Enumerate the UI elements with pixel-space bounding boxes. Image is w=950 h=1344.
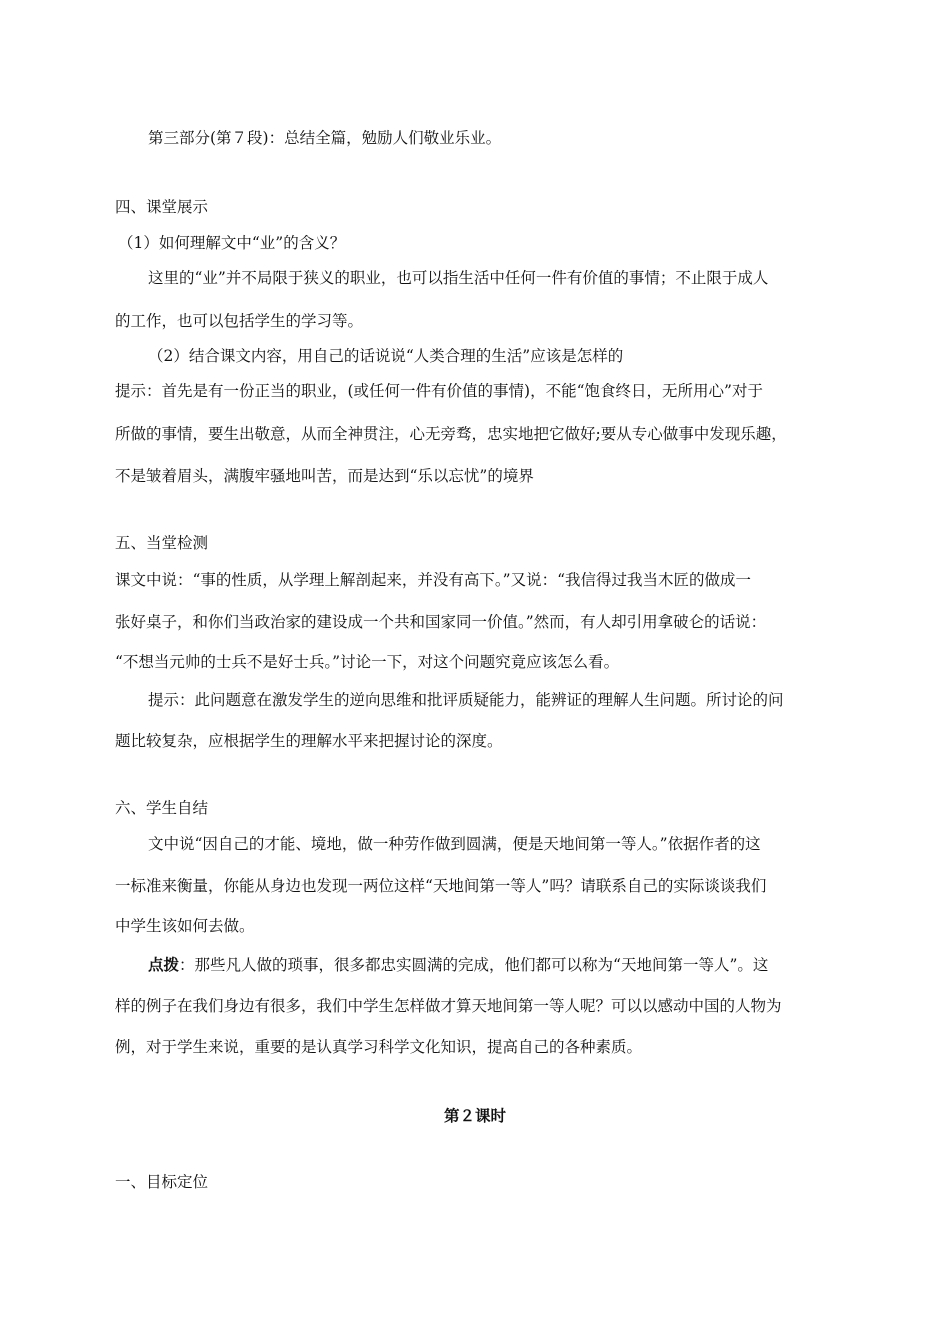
section-5-line-1: 课文中说：“事的性质，从学理上解剖起来，并没有高下。”又说：“我信得过我当木匠的做成一 xyxy=(115,571,752,589)
answer-1-line-2: 的工作，也可以包括学生的学习等。 xyxy=(115,312,364,330)
heading-5: 五、当堂检测 xyxy=(115,534,209,552)
section-6-line-3: 中学生该如何去做。 xyxy=(115,917,255,935)
answer-1-line-1: 这里的“业”并不局限于狭义的职业，也可以指生活中任何一件有价值的事情；不止限于成人 xyxy=(148,269,769,287)
section-6-line-4 xyxy=(148,955,768,975)
section-6-line-2: 一标准来衡量，你能从身边也发现一两位这样“天地间第一等人”吗？请联系自己的实际谈谈我们 xyxy=(115,877,767,895)
section-6-line-1: 文中说“因自己的才能、境地，做一种劳作做到圆满，便是天地间第一等人。”依据作者的这 xyxy=(148,835,761,853)
question-2: （2）结合课文内容，用自己的话说说“人类合理的生活”应该是怎样的 xyxy=(148,347,624,365)
answer-2-line-3: 不是皱着眉头，满腹牢骚地叫苦，而是达到“乐以忘忧”的境界 xyxy=(115,467,534,485)
goal-heading: 一、目标定位 xyxy=(115,1173,209,1191)
section-6-line-5: 样的例子在我们身边有很多，我们中学生怎样做才算天地间第一等人呢？可以以感动中国的人物为 xyxy=(115,997,782,1015)
section-5-line-5: 题比较复杂，应根据学生的理解水平来把握讨论的深度。 xyxy=(115,732,503,750)
heading-4: 四、课堂展示 xyxy=(115,198,209,216)
heading-6: 六、学生自结 xyxy=(115,799,209,817)
section-5-line-2: 张好桌子，和你们当政治家的建设成一个共和国家同一价值。”然而，有人却引用拿破仑的话说： xyxy=(115,613,767,631)
section-5-line-3: “不想当元帅的士兵不是好士兵。”讨论一下，对这个问题究竟应该怎么看。 xyxy=(115,653,620,671)
paragraph-part3: 第三部分(第７段)：总结全篇，勉励人们敬业乐业。 xyxy=(148,129,502,147)
section-5-line-4: 提示：此问题意在激发学生的逆向思维和批评质疑能力，能辨证的理解人生问题。所讨论的问 xyxy=(148,691,784,709)
hint-text: ：那些凡人做的琐事，很多都忠实圆满的完成，他们都可以称为“天地间第一等人”。这 xyxy=(179,956,769,974)
question-1: （1）如何理解文中“业”的含义？ xyxy=(118,234,346,252)
section-6-line-6: 例，对于学生来说，重要的是认真学习科学文化知识，提高自己的各种素质。 xyxy=(115,1038,643,1056)
answer-2-line-1: 提示：首先是有一份正当的职业，(或任何一件有价值的事情)，不能“饱食终日，无所用心”对于 xyxy=(115,382,763,400)
answer-2-line-2: 所做的事情，要生出敬意，从而全神贯注，心无旁骛，忠实地把它做好;要从专心做事中发现乐趣， xyxy=(115,425,787,443)
hint-label: 点拨 xyxy=(148,955,180,974)
lesson-2-title: 第２课时 xyxy=(443,1106,506,1125)
